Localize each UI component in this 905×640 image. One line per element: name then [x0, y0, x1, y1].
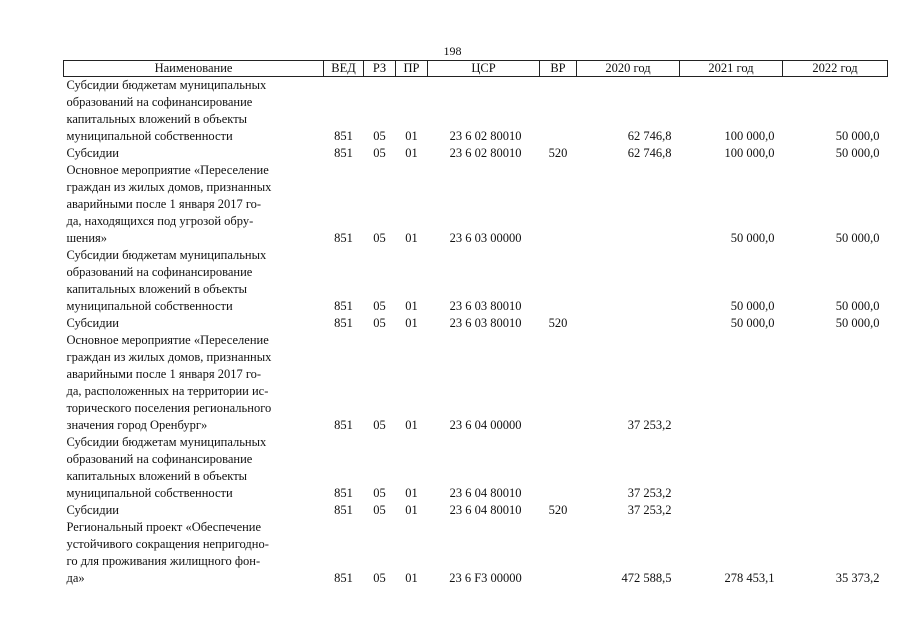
- vr-cell: [540, 519, 577, 587]
- rz-cell: 05: [373, 486, 386, 500]
- vr-cell: 520: [548, 316, 568, 330]
- amount-2021: [680, 332, 783, 434]
- rz-cell: 05: [373, 129, 386, 143]
- page-number: 198: [443, 44, 462, 58]
- ved-cell: 851: [334, 129, 353, 143]
- row-name-line: граждан из жилых домов, признанных: [66, 180, 272, 194]
- amount-2022: 50 000,0: [835, 316, 880, 330]
- header-2021: 2021 год: [680, 61, 783, 77]
- amount-2022: 50 000,0: [835, 129, 880, 143]
- row-name: [64, 332, 324, 434]
- csr-cell: 23 6 04 80010: [449, 486, 522, 500]
- row-name-line: Субсидии бюджетам муниципальных: [66, 248, 267, 262]
- amount-2022: 50 000,0: [835, 299, 880, 313]
- row-name-line: капитальных вложений в объекты: [66, 282, 248, 296]
- row-name-line: образований на софинансирование: [66, 452, 253, 466]
- amount-2021: 100 000,0: [724, 129, 775, 143]
- csr-cell: 23 6 03 80010: [449, 299, 522, 313]
- ved-cell: 851: [334, 486, 353, 500]
- pr-cell: 01: [405, 486, 418, 500]
- row-name-line: Региональный проект «Обеспечение: [66, 520, 262, 534]
- row-name-line: Основное мероприятие «Переселение: [66, 333, 269, 347]
- table-row: [64, 519, 888, 587]
- header-pr: ПР: [396, 61, 428, 77]
- pr-cell: 01: [405, 316, 418, 330]
- row-name: [64, 247, 324, 315]
- row-name-line: муниципальной собственности: [66, 486, 233, 500]
- amount-2021: [680, 434, 783, 502]
- row-name-line: муниципальной собственности: [66, 299, 233, 313]
- row-name-line: Субсидии бюджетам муниципальных: [66, 435, 267, 449]
- header-vr: ВР: [540, 61, 577, 77]
- row-name: [64, 519, 324, 587]
- pr-cell: 01: [405, 503, 418, 517]
- table-row: [64, 162, 888, 247]
- row-name: [64, 434, 324, 502]
- amount-2022: [783, 502, 888, 519]
- amount-2022: 50 000,0: [835, 146, 880, 160]
- row-name-line: го для проживания жилищного фон-: [66, 554, 261, 568]
- amount-2020: 62 746,8: [627, 146, 672, 160]
- csr-cell: 23 6 03 80010: [449, 316, 522, 330]
- row-name-line: муниципальной собственности: [66, 129, 233, 143]
- row-name: [64, 77, 324, 146]
- row-name-line: образований на софинансирование: [66, 95, 253, 109]
- amount-2021: 50 000,0: [730, 231, 775, 245]
- vr-cell: [540, 434, 577, 502]
- row-name-line: да, находящихся под угрозой обру-: [66, 214, 254, 228]
- amount-2020: [577, 315, 680, 332]
- row-name-line: устойчивого сокращения непригодно-: [66, 537, 269, 551]
- row-name-line: значения город Оренбург»: [66, 418, 208, 432]
- rz-cell: 05: [373, 571, 386, 585]
- header-ved: ВЕД: [324, 61, 364, 77]
- rz-cell: 05: [373, 146, 386, 160]
- budget-table: [63, 60, 888, 587]
- amount-2020: [577, 162, 680, 247]
- vr-cell: [540, 332, 577, 434]
- row-name-line: да»: [66, 571, 85, 585]
- pr-cell: 01: [405, 146, 418, 160]
- csr-cell: 23 6 04 80010: [449, 503, 522, 517]
- ved-cell: 851: [334, 299, 353, 313]
- row-name: [64, 502, 324, 519]
- header-2020: 2020 год: [577, 61, 680, 77]
- amount-2020: 62 746,8: [627, 129, 672, 143]
- csr-cell: 23 6 03 00000: [449, 231, 522, 245]
- table-row: [64, 77, 888, 146]
- amount-2020: 37 253,2: [627, 486, 672, 500]
- ved-cell: 851: [334, 418, 353, 432]
- row-name-line: Субсидии: [66, 146, 119, 160]
- table-body: [64, 77, 888, 588]
- amount-2021: 100 000,0: [724, 146, 775, 160]
- amount-2022: 50 000,0: [835, 231, 880, 245]
- rz-cell: 05: [373, 231, 386, 245]
- row-name-line: Основное мероприятие «Переселение: [66, 163, 269, 177]
- amount-2020: 37 253,2: [627, 418, 672, 432]
- amount-2020: 472 588,5: [621, 571, 672, 585]
- pr-cell: 01: [405, 418, 418, 432]
- ved-cell: 851: [334, 503, 353, 517]
- amount-2022: 35 373,2: [835, 571, 880, 585]
- ved-cell: 851: [334, 146, 353, 160]
- row-name-line: капитальных вложений в объекты: [66, 469, 248, 483]
- row-name-line: аварийными после 1 января 2017 го-: [66, 197, 262, 211]
- pr-cell: 01: [405, 129, 418, 143]
- vr-cell: 520: [548, 146, 568, 160]
- row-name-line: Субсидии бюджетам муниципальных: [66, 78, 267, 92]
- vr-cell: 520: [548, 503, 568, 517]
- row-name: [64, 145, 324, 162]
- row-name: [64, 162, 324, 247]
- pr-cell: 01: [405, 231, 418, 245]
- csr-cell: 23 6 04 00000: [449, 418, 522, 432]
- row-name-line: образований на софинансирование: [66, 265, 253, 279]
- rz-cell: 05: [373, 418, 386, 432]
- rz-cell: 05: [373, 316, 386, 330]
- table-row: [64, 247, 888, 315]
- row-name-line: да, расположенных на территории ис-: [66, 384, 269, 398]
- row-name-line: Субсидии: [66, 503, 119, 517]
- amount-2021: 50 000,0: [730, 299, 775, 313]
- ved-cell: 851: [334, 316, 353, 330]
- vr-cell: [540, 247, 577, 315]
- pr-cell: 01: [405, 571, 418, 585]
- ved-cell: 851: [334, 571, 353, 585]
- csr-cell: 23 6 02 80010: [449, 129, 522, 143]
- amount-2021: 278 453,1: [724, 571, 775, 585]
- amount-2020: 37 253,2: [627, 503, 672, 517]
- row-name-line: шения»: [66, 231, 108, 245]
- table-header: [64, 61, 888, 77]
- row-name-line: аварийными после 1 января 2017 го-: [66, 367, 262, 381]
- rz-cell: 05: [373, 503, 386, 517]
- amount-2021: 50 000,0: [730, 316, 775, 330]
- pr-cell: 01: [405, 299, 418, 313]
- header-2022: 2022 год: [783, 61, 888, 77]
- table-row: [64, 315, 888, 332]
- rz-cell: 05: [373, 299, 386, 313]
- amount-2021: [680, 502, 783, 519]
- csr-cell: 23 6 02 80010: [449, 146, 522, 160]
- table-row: [64, 145, 888, 162]
- table-row: [64, 332, 888, 434]
- vr-cell: [540, 77, 577, 146]
- header-name: Наименование: [64, 61, 324, 77]
- row-name-line: капитальных вложений в объекты: [66, 112, 248, 126]
- csr-cell: 23 6 F3 00000: [449, 571, 522, 585]
- table-row: [64, 502, 888, 519]
- row-name-line: Субсидии: [66, 316, 119, 330]
- row-name: [64, 315, 324, 332]
- amount-2022: [783, 434, 888, 502]
- table-row: [64, 434, 888, 502]
- ved-cell: 851: [334, 231, 353, 245]
- row-name-line: граждан из жилых домов, признанных: [66, 350, 272, 364]
- header-rz: РЗ: [364, 61, 396, 77]
- vr-cell: [540, 162, 577, 247]
- header-csr: ЦСР: [428, 61, 540, 77]
- amount-2022: [783, 332, 888, 434]
- row-name-line: торического поселения регионального: [66, 401, 272, 415]
- amount-2020: [577, 247, 680, 315]
